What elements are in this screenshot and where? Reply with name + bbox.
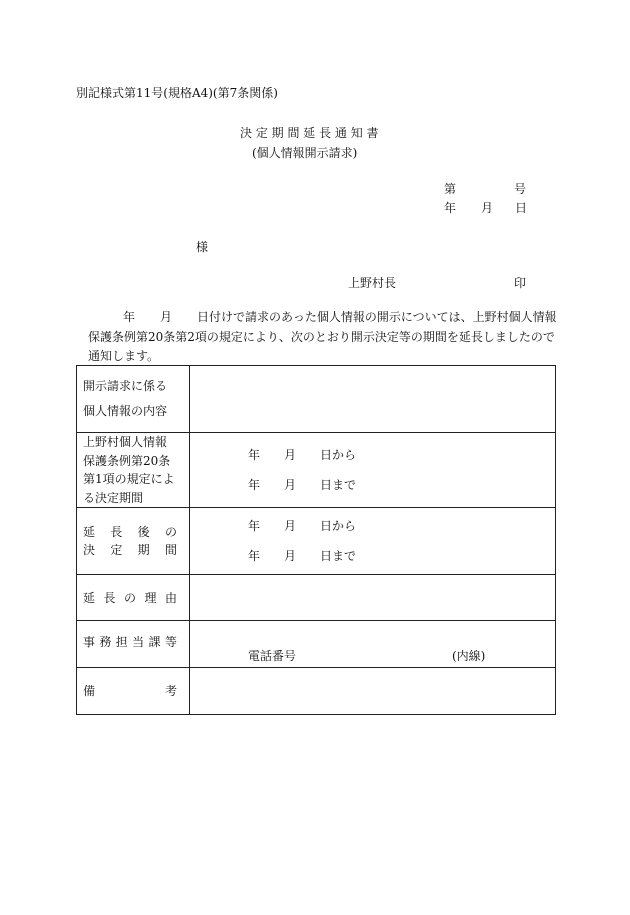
date-day: 日 xyxy=(515,201,528,215)
table-row xyxy=(77,433,556,508)
label-line: 開示請求に係る xyxy=(83,379,168,394)
table-row xyxy=(77,366,556,433)
table-row xyxy=(77,508,556,575)
row-label-content xyxy=(77,366,190,433)
date-month: 月 xyxy=(481,201,494,215)
label-line: 第1項の規定によ xyxy=(83,472,175,487)
addressee-honorific: 様 xyxy=(196,240,209,254)
body-line1: 日付けで請求のあった個人情報の開示については、上野村個人情報 xyxy=(197,310,557,324)
document-title: 決 定 期 間 延 長 通 知 書 xyxy=(240,126,379,140)
label-line: 上野村個人情報 xyxy=(83,435,168,449)
body-year: 年 xyxy=(123,310,136,324)
value-cell-content[interactable] xyxy=(190,366,556,433)
value-cell-extended-period[interactable] xyxy=(190,508,556,575)
table-row xyxy=(77,621,556,668)
label-line: 延 長 の 理 由 xyxy=(83,590,177,605)
table-row xyxy=(77,575,556,621)
extension-label: (内線) xyxy=(452,649,486,664)
row-label-extended-period xyxy=(77,508,190,575)
label-line: 個人情報の内容 xyxy=(83,404,168,418)
period-from: 年 月 日から xyxy=(248,519,357,534)
row-label-office xyxy=(77,621,190,668)
value-cell-original-period[interactable] xyxy=(190,433,556,508)
seal-mark: 印 xyxy=(514,276,527,290)
label-line: 延 長 後 の xyxy=(83,524,177,539)
row-label-original-period xyxy=(77,433,190,508)
sender-name: 上野村長 xyxy=(348,276,397,290)
value-cell-reason[interactable] xyxy=(190,575,556,621)
row-label-remarks xyxy=(77,668,190,715)
label-line: 備 考 xyxy=(83,684,177,699)
table-row xyxy=(77,668,556,715)
value-cell-office[interactable] xyxy=(190,621,556,668)
phone-label: 電話番号 xyxy=(248,649,297,664)
row-label-reason xyxy=(77,575,190,621)
body-month: 月 xyxy=(160,310,173,324)
form-reference: 別記様式第11号(規格A4)(第7条関係) xyxy=(76,86,278,100)
date-year: 年 xyxy=(444,201,457,215)
period-until: 年 月 日まで xyxy=(248,549,357,564)
document-subtitle: (個人情報開示請求) xyxy=(252,146,358,160)
label-line: る決定期間 xyxy=(83,490,144,505)
body-line3: 通知します。 xyxy=(88,349,160,363)
label-line: 保護条例第20条 xyxy=(83,453,171,468)
notice-table xyxy=(76,365,556,715)
period-until: 年 月 日まで xyxy=(248,478,357,493)
body-line2: 保護条例第20条第2項の規定により、次のとおり開示決定等の期間を延長しましたので xyxy=(88,330,555,344)
label-line: 決 定 期 間 xyxy=(83,543,177,558)
label-line: 事 務 担 当 課 等 xyxy=(83,635,177,650)
period-from: 年 月 日から xyxy=(248,448,357,463)
number-suffix: 号 xyxy=(514,182,527,196)
value-cell-remarks[interactable] xyxy=(190,668,556,715)
number-prefix: 第 xyxy=(444,182,457,196)
